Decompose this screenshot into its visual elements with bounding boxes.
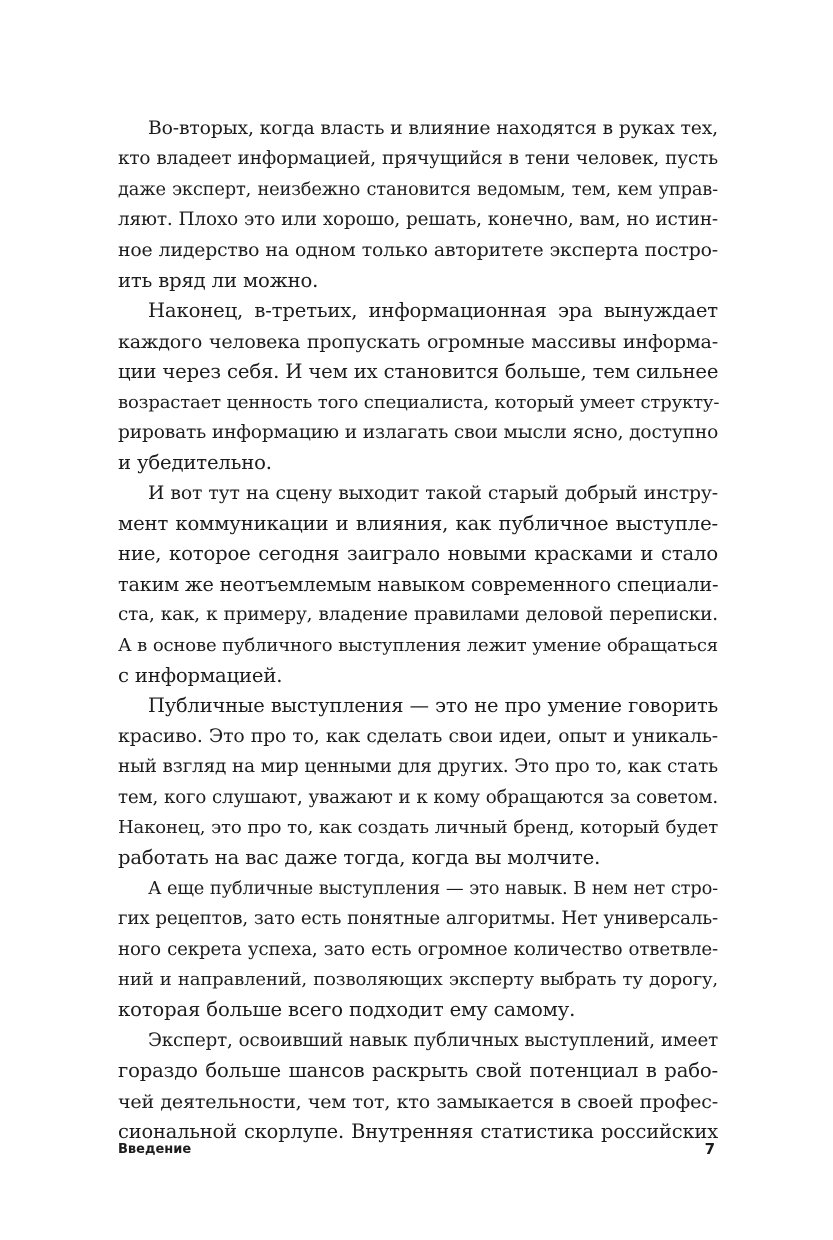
text-line: таким же неотъемлемым навыком современного специали- bbox=[118, 572, 719, 596]
text-line: Во-вторых, когда власть и влияние находятся в руках тех, bbox=[148, 118, 718, 139]
body-text bbox=[118, 114, 718, 1147]
page-number: 7 bbox=[704, 1140, 715, 1158]
text-line: сиональной скорлупе. Внутренняя статистика российских bbox=[118, 1119, 718, 1143]
text-line: и убедительно. bbox=[118, 451, 272, 475]
text-line: кто владеет информацией, прячущийся в тени человек, пусть bbox=[118, 148, 718, 170]
text-line: даже эксперт, неизбежно становится ведомым, тем, кем управ- bbox=[118, 178, 718, 200]
text-line: Наконец, в-третьих, информационная эра вынуждает bbox=[148, 299, 718, 323]
running-footer-section-title: Введение bbox=[118, 1142, 192, 1157]
text-line: с информацией. bbox=[118, 664, 283, 688]
text-line: ние, которое сегодня заиграло новыми красками и стало bbox=[118, 542, 718, 566]
text-line: работать на вас даже тогда, когда вы молчите. bbox=[118, 846, 601, 870]
text-line: мент коммуникации и влияния, как публичное выступле- bbox=[118, 512, 718, 536]
text-line: ное лидерство на одном только авторитете эксперта постро- bbox=[118, 239, 718, 261]
text-line: Эксперт, освоивший навык публичных выступлений, имеет bbox=[148, 1029, 718, 1051]
text-line: ного секрета успеха, зато есть огромное количество ответвле- bbox=[118, 938, 718, 960]
text-line: ляют. Плохо это или хорошо, решать, конечно, вам, но истин- bbox=[118, 209, 718, 231]
text-line: красиво. Это про то, как сделать свои идеи, опыт и уникаль- bbox=[118, 725, 718, 747]
text-line: А еще публичные выступления — это навык. В нем нет стро- bbox=[148, 877, 718, 899]
text-line: Публичные выступления — это не про умение говорить bbox=[148, 694, 718, 718]
text-line: И вот тут на сцену выходит такой старый добрый инстру- bbox=[148, 482, 718, 504]
text-line: ить вряд ли можно. bbox=[118, 268, 319, 292]
text-line: Наконец, это про то, как создать личный бренд, который будет bbox=[118, 816, 718, 838]
text-line: рировать информацию и излагать свои мысли ясно, доступно bbox=[118, 421, 719, 443]
text-line: гораздо больше шансов раскрыть свой потенциал в рабо- bbox=[118, 1059, 718, 1083]
text-line: чей деятельности, чем тот, кто замыкается в своей профес- bbox=[118, 1090, 718, 1113]
text-line: А в основе публичного выступления лежит умение обращаться bbox=[118, 634, 718, 656]
text-line: ный взгляд на мир ценными для других. Это про то, как стать bbox=[118, 756, 718, 778]
text-line: каждого человека пропускать огромные массивы информа- bbox=[118, 330, 718, 353]
text-line: которая больше всего подходит ему самому. bbox=[118, 998, 576, 1022]
text-line: ста, как, к примеру, владение правилами деловой переписки. bbox=[118, 604, 718, 626]
text-line: ции через себя. И чем их становится больше, тем сильнее bbox=[118, 360, 719, 384]
text-line: тем, кого слушают, уважают и к кому обращаются за советом. bbox=[118, 786, 718, 808]
text-line: гих рецептов, зато есть понятные алгоритмы. Нет универсаль- bbox=[118, 908, 718, 930]
text-line: ний и направлений, позволяющих эксперту выбрать ту дорогу, bbox=[118, 968, 718, 990]
text-line: возрастает ценность того специалиста, который умеет структу- bbox=[118, 391, 720, 413]
